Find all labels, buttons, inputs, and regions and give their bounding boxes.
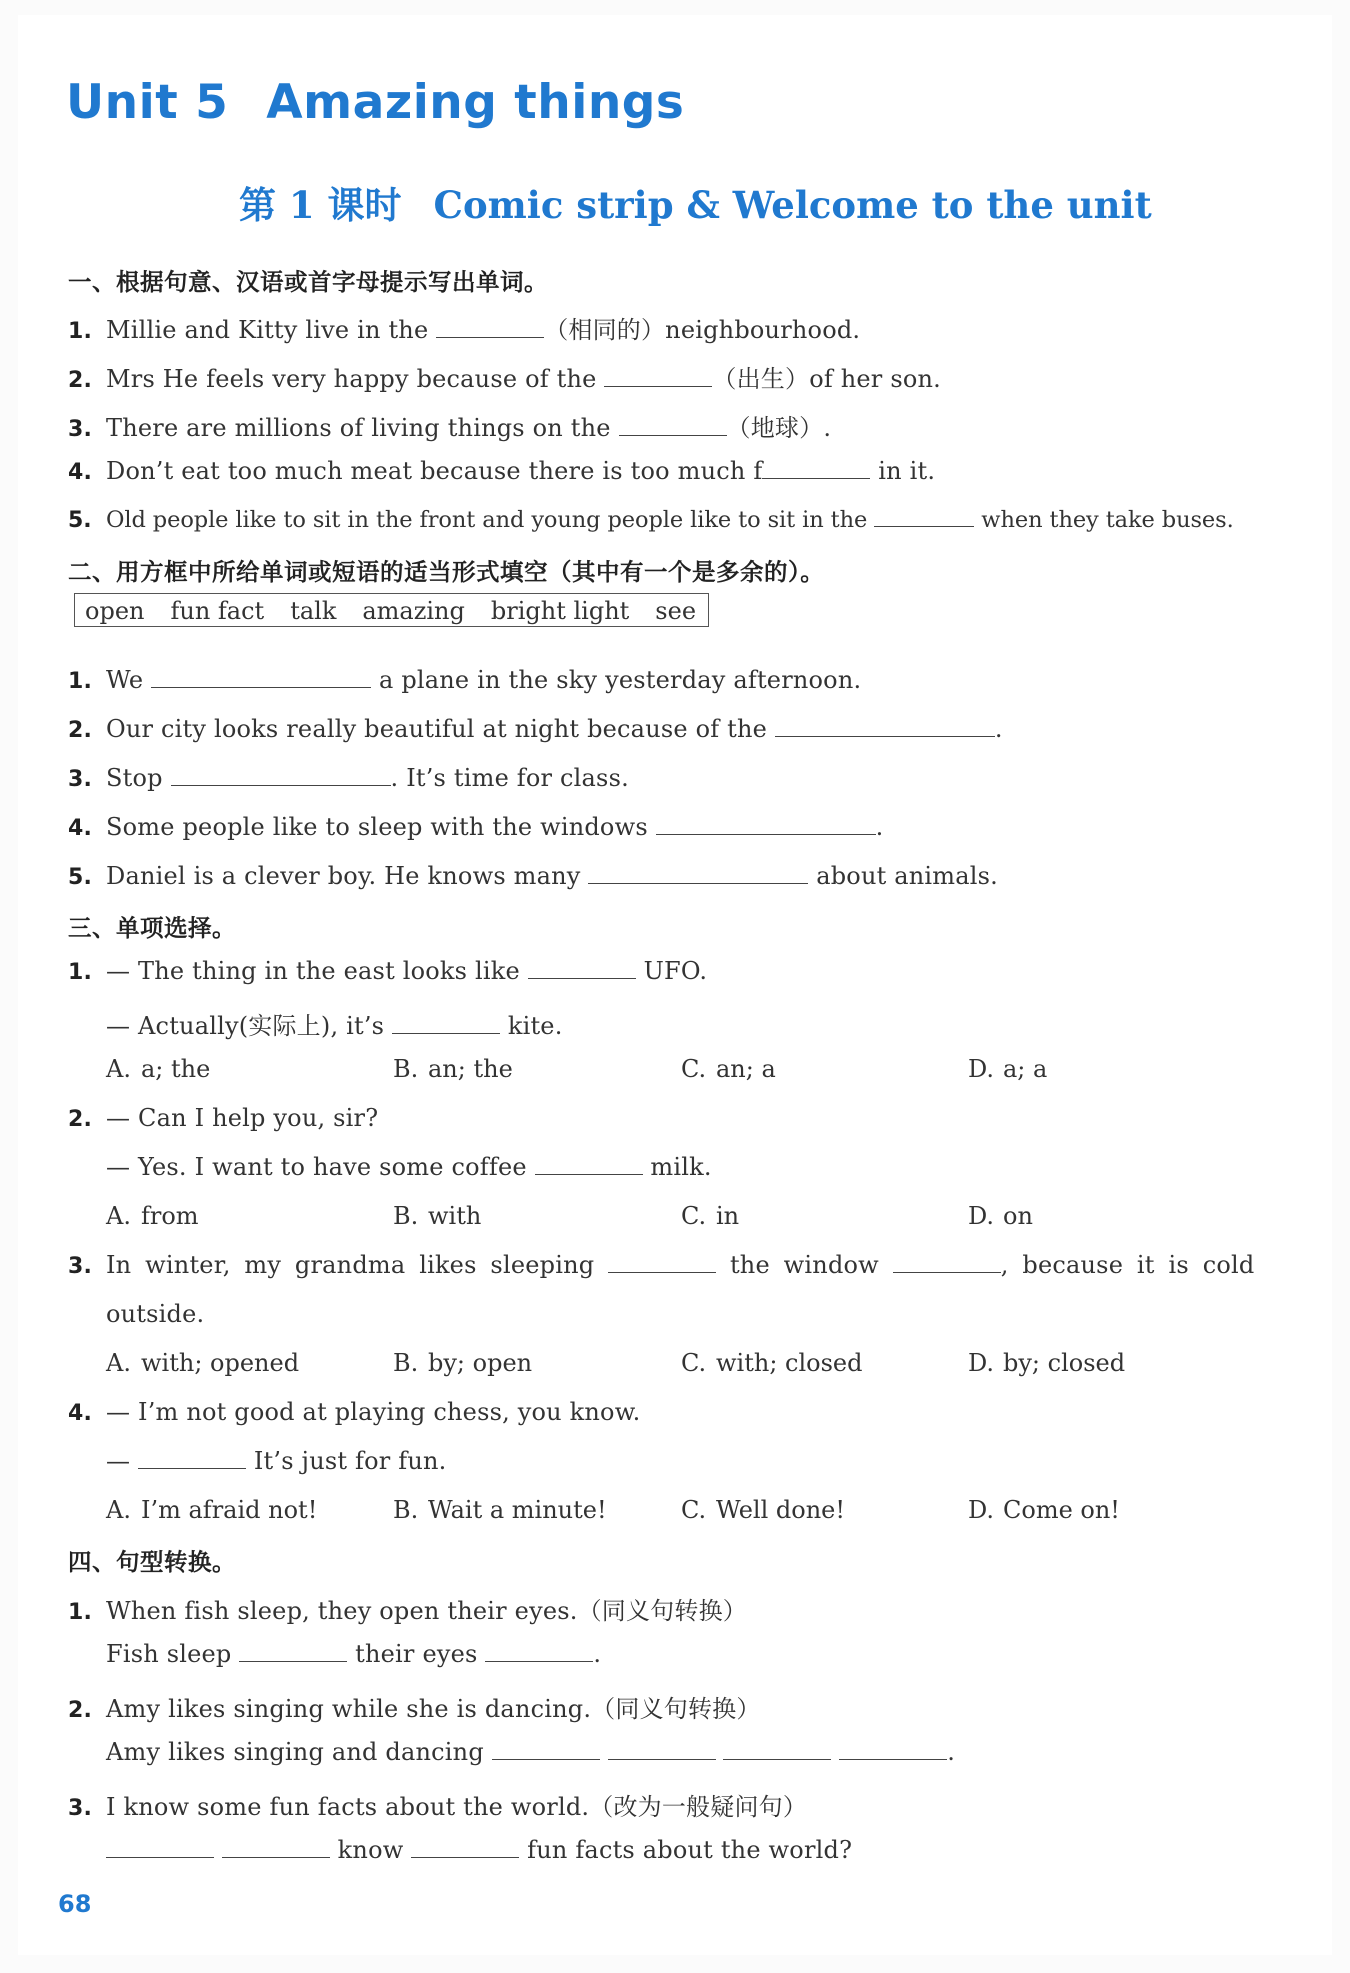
answer-blank[interactable] <box>608 1739 716 1760</box>
answer-blank[interactable] <box>222 1837 330 1858</box>
section-1-heading: 一、根据句意、汉语或首字母提示写出单词。 <box>68 268 548 296</box>
answer-blank[interactable] <box>492 1739 600 1760</box>
s4-question-3-line-2: know fun facts about the world? <box>106 1836 852 1864</box>
s4-question-1-line-2: Fish sleep their eyes . <box>106 1640 602 1668</box>
answer-blank[interactable] <box>588 863 808 884</box>
s4-question-1: 1. When fish sleep, they open their eyes.（同义句转换） <box>68 1597 747 1625</box>
answer-blank[interactable] <box>411 1837 519 1858</box>
answer-blank[interactable] <box>171 765 391 786</box>
s3-question-1-line-2: — Actually(实际上), it’s kite. <box>106 1012 563 1040</box>
option-c[interactable]: C. Well done! <box>681 1496 846 1524</box>
s4-question-3: 3. I know some fun facts about the world.（改为一般疑问句） <box>68 1793 808 1821</box>
answer-blank[interactable] <box>604 366 712 387</box>
answer-blank[interactable] <box>138 1448 246 1469</box>
s1-question-2: 2. Mrs He feels very happy because of the （出生）of her son. <box>68 365 941 393</box>
option-d[interactable]: D. on <box>968 1202 1033 1230</box>
s4-question-2: 2. Amy likes singing while she is dancing.（同义句转换） <box>68 1695 761 1723</box>
word-bank-item: amazing <box>362 597 465 625</box>
s3-question-2: 2. — Can I help you, sir? <box>68 1104 379 1132</box>
s3-question-3: 3. In winter, my grandma likes sleeping the window , because it is cold <box>68 1251 1255 1279</box>
page-number: 68 <box>58 1890 92 1918</box>
unit-number: Unit 5 <box>66 75 229 130</box>
option-b[interactable]: B. by; open <box>393 1349 533 1377</box>
answer-blank[interactable] <box>893 1252 1001 1273</box>
option-b[interactable]: B. an; the <box>393 1055 513 1083</box>
answer-blank[interactable] <box>436 317 544 338</box>
answer-blank[interactable] <box>151 667 371 688</box>
option-c[interactable]: C. with; closed <box>681 1349 863 1377</box>
section-3-heading: 三、单项选择。 <box>68 914 236 942</box>
answer-blank[interactable] <box>619 415 727 436</box>
option-a[interactable]: A. with; opened <box>106 1349 300 1377</box>
s3-question-4-line-2: — It’s just for fun. <box>106 1447 447 1475</box>
s2-question-2: 2. Our city looks really beautiful at night because of the . <box>68 715 1003 743</box>
unit-name: Amazing things <box>266 75 685 130</box>
word-bank-item: open <box>85 597 145 625</box>
s3-question-1: 1. — The thing in the east looks like UFO. <box>68 957 708 985</box>
s1-question-3: 3. There are millions of living things on the （地球）. <box>68 414 832 442</box>
answer-blank[interactable] <box>106 1837 214 1858</box>
option-c[interactable]: C. an; a <box>681 1055 776 1083</box>
answer-blank[interactable] <box>528 958 636 979</box>
option-d[interactable]: D. by; closed <box>968 1349 1126 1377</box>
word-bank-item: fun fact <box>170 597 265 625</box>
s3-question-4: 4. — I’m not good at playing chess, you know. <box>68 1398 641 1426</box>
word-bank-box <box>74 593 709 627</box>
option-d[interactable]: D. a; a <box>968 1055 1048 1083</box>
option-a[interactable]: A. from <box>106 1202 199 1230</box>
s2-question-4: 4. Some people like to sleep with the windows . <box>68 813 884 841</box>
s4-question-2-line-2: Amy likes singing and dancing . <box>106 1738 956 1766</box>
s3-question-2-line-2: — Yes. I want to have some coffee milk. <box>106 1153 712 1181</box>
word-bank-item: see <box>655 597 697 625</box>
lesson-title <box>239 175 1152 229</box>
s2-question-5: 5. Daniel is a clever boy. He knows many about animals. <box>68 862 998 890</box>
answer-blank[interactable] <box>608 1252 716 1273</box>
answer-blank[interactable] <box>839 1739 947 1760</box>
s1-question-5: 5. Old people like to sit in the front and young people like to sit in the when they take buses. <box>68 507 1234 533</box>
option-b[interactable]: B. Wait a minute! <box>393 1496 607 1524</box>
s1-question-4: 4. Don’t eat too much meat because there is too much f in it. <box>68 457 936 485</box>
option-c[interactable]: C. in <box>681 1202 740 1230</box>
s1-question-1: 1. Millie and Kitty live in the （相同的）neighbourhood. <box>68 316 861 344</box>
unit-title <box>66 75 684 130</box>
option-d[interactable]: D. Come on! <box>968 1496 1120 1524</box>
answer-blank[interactable] <box>775 716 995 737</box>
s2-question-3: 3. Stop . It’s time for class. <box>68 764 629 792</box>
answer-blank[interactable] <box>535 1154 643 1175</box>
word-bank-item: bright light <box>490 597 630 625</box>
answer-blank[interactable] <box>762 458 870 479</box>
option-a[interactable]: A. I’m afraid not! <box>106 1496 318 1524</box>
answer-blank[interactable] <box>392 1013 500 1034</box>
answer-blank[interactable] <box>485 1641 593 1662</box>
answer-blank[interactable] <box>874 506 974 527</box>
answer-blank[interactable] <box>239 1641 347 1662</box>
s2-question-1: 1. We a plane in the sky yesterday afternoon. <box>68 666 862 694</box>
lesson-name: Comic strip & Welcome to the unit <box>433 183 1152 227</box>
answer-blank[interactable] <box>723 1739 831 1760</box>
option-b[interactable]: B. with <box>393 1202 482 1230</box>
s3-question-3-line-2: outside. <box>106 1300 205 1328</box>
section-4-heading: 四、句型转换。 <box>68 1548 236 1576</box>
section-2-heading: 二、用方框中所给单词或短语的适当形式填空（其中有一个是多余的）。 <box>68 558 825 586</box>
worksheet-page <box>18 15 1332 1955</box>
lesson-number: 第 1 课时 <box>239 183 402 227</box>
option-a[interactable]: A. a; the <box>106 1055 211 1083</box>
answer-blank[interactable] <box>656 814 876 835</box>
word-bank-item: talk <box>290 597 337 625</box>
